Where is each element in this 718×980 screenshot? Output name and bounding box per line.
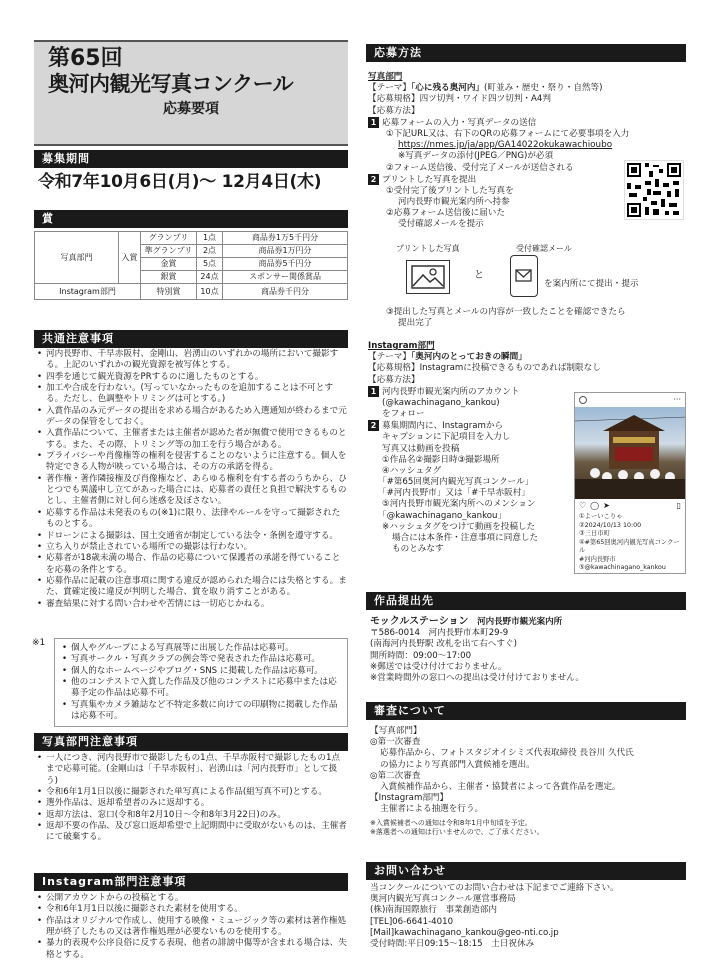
contact-block [370, 883, 686, 950]
review-line: 入賞候補作品から、主催者・協賛者によって各賞作品を選定。 [380, 781, 621, 792]
list-item: • 立ち入りが禁止されている場所での撮影は行わない。 [36, 542, 348, 553]
ig-notes-list [36, 893, 348, 961]
ig-step-2j: ※ハッシュタグをつけて動画を投稿した [382, 521, 536, 532]
list-item: • 公開アカウントからの投稿とする。 [36, 893, 348, 904]
list-item: • 加工や合成を行わない。(写っていなかったものを追加することは不可とする。ただし、色調整やトリミングは可とする。) [36, 383, 348, 406]
contact-line: 当コンクールについてのお問い合わせは下記までご連絡下さい。 [370, 883, 619, 893]
contact-hours: 受付時間:平日09:15～18:15 土日祝休み [370, 938, 535, 949]
list-item: • 選外作品は、返却希望者のみに返却する。 [36, 798, 348, 809]
photo-theme: 「心に残る奥河内」 [410, 83, 485, 94]
theme-label: 【テーマ】 [368, 83, 411, 94]
photo-dept-label: 写真部門 [368, 72, 403, 82]
list-item: • 返却不要の作品、及び窓口返却希望で上記期間中に受取がないものは、主催者にて破棄する。 [36, 821, 348, 844]
prize-name: グランプリ [141, 232, 197, 245]
step-1a: ①下記URL又は、右下のQRの応募フォームにて必要事項を入力 [386, 128, 630, 139]
ig-step-2f: 「#第65回奥河内観光写真コンクール」 [378, 477, 534, 488]
list-item: • プライバシーや肖像権等の権利を侵害することのないように注意する。個人を特定できる人物が映っている場合は、その方の承諾を得る。 [36, 451, 348, 474]
list-item: • 入賞作品について、主催者または主催者が認めた者が無償で使用できるものとする。また、その際、トリミング等の加工を行う場合がある。 [36, 428, 348, 451]
list-item: • 一人につき、河内長野市で撮影したもの1点、千早赤阪村で撮影したもの1点まで応募可能。(金剛山は「千早赤阪村」、岩湧山は「河内長野市」として扱う) [36, 753, 348, 787]
list-item: • 応募者が18歳未満の場合、作品の応募について保護者の承諾を得ていることを応募の条件とする。 [36, 553, 348, 576]
step-2-badge: 2 [368, 174, 379, 185]
contact-heading: お問い合わせ [366, 862, 686, 880]
ig-step-2k: 場合には本条件・注意事項に同意した [392, 532, 539, 543]
apply-url-link[interactable]: https://nmes.jp/ja/app/GA14022okukawachioubo [398, 140, 613, 151]
prize-name: 銀賞 [141, 271, 197, 284]
list-item: • 四季を通じて観光資源をPRするのに適したものとする。 [36, 372, 348, 383]
review-line: 応募作品から、フォトスタジオイシミズ代表取締役 長谷川 久代氏 [380, 748, 634, 759]
mail-label: 受付確認メール [516, 244, 572, 253]
review-line: の協力により写真部門入賞候補を選出。 [380, 759, 535, 770]
photo-method-label: 【応募方法】 [368, 105, 420, 116]
edition-title: 第65回 [48, 46, 123, 71]
title-block [34, 40, 348, 146]
prize-count: 10点 [197, 284, 223, 300]
ig-notes-heading: Instagram部門注意事項 [34, 873, 348, 891]
station-sub: 河内長野市観光案内所 [477, 617, 563, 627]
caption-line: ②2024/10/13 10:00 [579, 521, 642, 529]
ig-step-2d: ①作品名②撮影日時③撮影場所 [382, 454, 500, 465]
step-1b: ※写真データの添付(JPEG／PNG)が必須 [398, 151, 554, 162]
heart-icon[interactable]: ♡ [579, 501, 587, 510]
step-2a: ①受付完了後プリントした写真を [386, 185, 514, 196]
prize-count: 24点 [197, 271, 223, 284]
theme-label: 【テーマ】 [368, 352, 411, 363]
qr-code-icon[interactable] [624, 160, 684, 220]
step-1-text: 応募フォームの入力・写真データの送信 [382, 117, 537, 128]
ig-step-2e: ④ハッシュタグ [382, 465, 442, 476]
period-heading: 募集期間 [34, 150, 348, 168]
photo-notes-list [36, 753, 348, 844]
caption-line: ③三日市町 [579, 530, 610, 537]
step-2c: ②応募フォーム送信後に届いた [386, 208, 505, 219]
bookmark-icon[interactable]: ▯ [676, 501, 681, 510]
list-item: • 著作権・著作隣接権及び肖像権など、あらゆる権利を有する者のうちから、ひとつでも異議申し立てがあった場合には、応募者の責任と負担で解決するものとし、主催者側に対し何ら迷惑を及ぼさない。 [36, 474, 348, 508]
post-header [575, 393, 685, 407]
step-1-badge: 1 [368, 117, 379, 128]
festival-photo [575, 407, 685, 499]
contact-email[interactable]: [Mail]kawachinagano_kankou@geo-nti.co.jp [370, 927, 559, 938]
common-notes-list [36, 349, 348, 610]
step-2-text: プリントした写真を提出 [382, 174, 477, 185]
phone-mail-icon [510, 255, 538, 297]
prize-name: 金賞 [141, 258, 197, 271]
ig-step-2g: 「#河内長野市」又は「#千早赤阪村」 [378, 488, 530, 499]
prize-award: スポンサー関係賞品 [223, 271, 348, 284]
review-line: 【写真部門】 [370, 726, 422, 736]
prize-count: 5点 [197, 258, 223, 271]
step-2e: ③提出した写真とメールの内容が一致したことを確認できたら [386, 307, 626, 317]
list-item: • 入賞作品のみ元データの提出を求める場合があるため入選通知が終わるまで元データの保管をしておく。 [36, 406, 348, 429]
contact-line: 奥河内観光写真コンクール運営事務局 [370, 894, 516, 905]
apply-heading: 応募方法 [366, 44, 686, 62]
ig-spec: 【応募規格】Instagramに投稿できるものであれば制限なし [368, 363, 601, 374]
ig-step-1a: 河内長野市観光案内所のアカウント [382, 386, 520, 397]
review-line: ◎第二次審査 [370, 770, 421, 781]
photo-dept-cell: 写真部門 [35, 232, 119, 284]
prize-name: 準グランプリ [141, 245, 197, 258]
list-item: • 写真サークル・写真クラブの例会等で発表された作品は応募可。 [61, 654, 341, 665]
review-block [370, 726, 686, 838]
review-line: 主催者による抽選を行う。 [380, 804, 484, 815]
review-line: 【Instagram部門】 [370, 793, 449, 804]
post-caption [575, 513, 685, 573]
step-1c: ②フォーム送信後、受付完了メールが送信される [386, 162, 574, 173]
ig-step-2c: 写真又は動画を投稿 [382, 443, 460, 454]
list-item: • 暴力的表現や公序良俗に反する表現、他者の誹謗中傷等が含まれる場合は、失格とする。 [36, 938, 348, 961]
address: 〒586-0014 河内長野市本町29-9 [370, 628, 509, 639]
contact-line: (株)南海国際旅行 事業創造部内 [370, 905, 498, 916]
post-actions [575, 499, 685, 513]
submit-note-2: ※営業時間外の窓口への提出は受け付けておりません。 [370, 672, 584, 683]
prize-count: 1点 [197, 232, 223, 245]
ig-step-2i: 「@kawachinagano_kankou」 [378, 510, 507, 521]
list-item: • ドローンによる撮影は、国土交通省が制定している法令・条例を遵守する。 [36, 531, 348, 542]
list-item: • 令和6年1月1日以後に撮影された単写真による作品(組写真不可)とする。 [36, 787, 348, 798]
period-text: 令和7年10月6日(月)～ 12月4日(木) [38, 172, 322, 192]
review-line: ◎第一次審査 [370, 737, 421, 748]
more-icon: ··· [673, 395, 681, 404]
submit-block [370, 615, 686, 684]
ig-theme: 「奥河内のとっておきの瞬間」 [410, 352, 527, 363]
common-heading: 共通注意事項 [34, 330, 348, 348]
submit-heading: 作品提出先 [366, 592, 686, 610]
prize-award: 商品券1万5千円分 [223, 232, 348, 245]
step-2-badge: 2 [368, 420, 379, 431]
ig-dept-cell: Instagram部門 [35, 284, 141, 300]
prize-award: 商品券5千円分 [223, 258, 348, 271]
list-item: • 応募する作品は未発表のもの(※1)に限り、法律やルールを守って撮影されたものとする。 [36, 508, 348, 531]
prize-row [35, 284, 348, 300]
submit-at-desk-text: を案内所にて提出・提示 [544, 279, 639, 289]
list-item: • 返却方法は、窓口(令和8年2月10日～令和8年3月22日)のみ。 [36, 810, 348, 821]
list-item: • 個人やグループによる写真展等に出展した作品は応募可。 [61, 643, 341, 654]
caption-line: ①よーいこりゃ [579, 513, 623, 520]
contact-phone[interactable]: [TEL]06-6641-4010 [370, 916, 454, 927]
step-2d: 受付確認メールを提示 [398, 219, 484, 230]
step-1-badge: 1 [368, 386, 379, 397]
ig-step-1c: をフォロー [382, 409, 425, 420]
list-item: • 他のコンテストで入賞した作品及び他のコンテストに応募中または応募予定の作品は応募不可。 [61, 677, 341, 700]
submit-note-1: ※郵送では受け付けておりません。 [370, 661, 507, 672]
note-box [54, 638, 348, 727]
note-mark: ※1 [32, 638, 46, 648]
address-note: (南海河内長野駅 改札を出て右へすぐ) [370, 639, 517, 650]
avatar [579, 396, 587, 404]
list-item: • 作品はオリジナルで作成し、使用する映像・ミュージック等の素材は著作権処理が終了したもの又は著作権処理が必要ないものを使用する。 [36, 916, 348, 939]
step-2b: 河内長野市観光案内所へ持参 [398, 197, 510, 208]
caption-line: #河内長野市 [579, 555, 616, 563]
prize-count: 2点 [197, 245, 223, 258]
station-name: モックルステーション [370, 616, 469, 627]
review-note: ※落選者への通知は行いませんので、ご了承ください。 [370, 828, 544, 837]
step-2f: 提出完了 [398, 318, 433, 329]
prize-name: 特別賞 [141, 284, 197, 300]
ig-step-2a: 募集期間内に、Instagramから [382, 421, 504, 432]
caption-line: ⑤@kawachinagano_kankou [579, 564, 666, 571]
prize-award: 商品券千円分 [223, 284, 348, 300]
prize-table [34, 231, 348, 300]
prize-award: 商品券1万円分 [223, 245, 348, 258]
list-item: • 個人的なホームページやブログ・SNS に掲載した作品は応募可。 [61, 666, 341, 677]
ig-step-2b: キャプションに下記項目を入力し [382, 432, 511, 443]
ig-dept-label: Instagram部門 [368, 341, 435, 351]
ig-step-2l: ものとみなす [392, 544, 444, 555]
photo-spec: 【応募規格】四ツ切判・ワイド四ツ切判・A4判 [368, 94, 551, 105]
guidelines-title: 応募要項 [163, 100, 219, 117]
print-photo-label: プリントした写真 [396, 244, 460, 253]
comment-icon[interactable]: ◯ [590, 501, 600, 510]
list-item: • 審査結果に対する問い合わせや苦情には一切応じかねる。 [36, 599, 348, 610]
theme-sub: (町並み・歴史・祭り・自然等) [484, 83, 603, 94]
photo-notes-heading: 写真部門注意事項 [34, 733, 348, 751]
review-heading: 審査について [366, 702, 686, 720]
list-item: • 河内長野市、千早赤阪村、金剛山、岩湧山のいずれかの場所において撮影する。上記のいずれかの観光資源を被写体とする。 [36, 349, 348, 372]
photo-icon [406, 260, 450, 294]
note-list [61, 643, 341, 722]
list-item: • 写真集やカメラ雑誌など不特定多数に向けての印刷物に掲載した作品は応募不可。 [61, 700, 341, 723]
ig-step-2h: ⑤河内長野市観光案内所へのメンション [382, 499, 536, 510]
prize-heading: 賞 [34, 210, 348, 228]
and-text: と [474, 270, 484, 281]
prize-row [35, 232, 348, 245]
caption-line: ④#第65回奥河内観光写真コンクール [579, 538, 680, 554]
instagram-post-sample [574, 392, 686, 574]
list-item: • 令和6年1月1日以後に撮影された素材を使用する。 [36, 904, 348, 915]
nyusho-cell: 入賞 [119, 232, 141, 284]
share-icon[interactable]: ➤ [603, 501, 610, 510]
list-item: • 応募作品に記載の注意事項に関する違反が認められた場合には失格とする。また、賞確定後に違反が判明した場合、賞を取り消すことがある。 [36, 576, 348, 599]
step-2-final [386, 307, 686, 329]
contest-title: 奥河内観光写真コンクール [48, 72, 294, 97]
ig-step-1b: (@kawachinagano_kankou) [382, 397, 500, 408]
ig-method-label: 【応募方法】 [368, 374, 420, 385]
review-note: ※入賞候補者への通知は令和8年1月中旬頃を予定。 [370, 819, 532, 828]
opening-hours: 開所時間：09:00～17:00 [370, 650, 472, 661]
